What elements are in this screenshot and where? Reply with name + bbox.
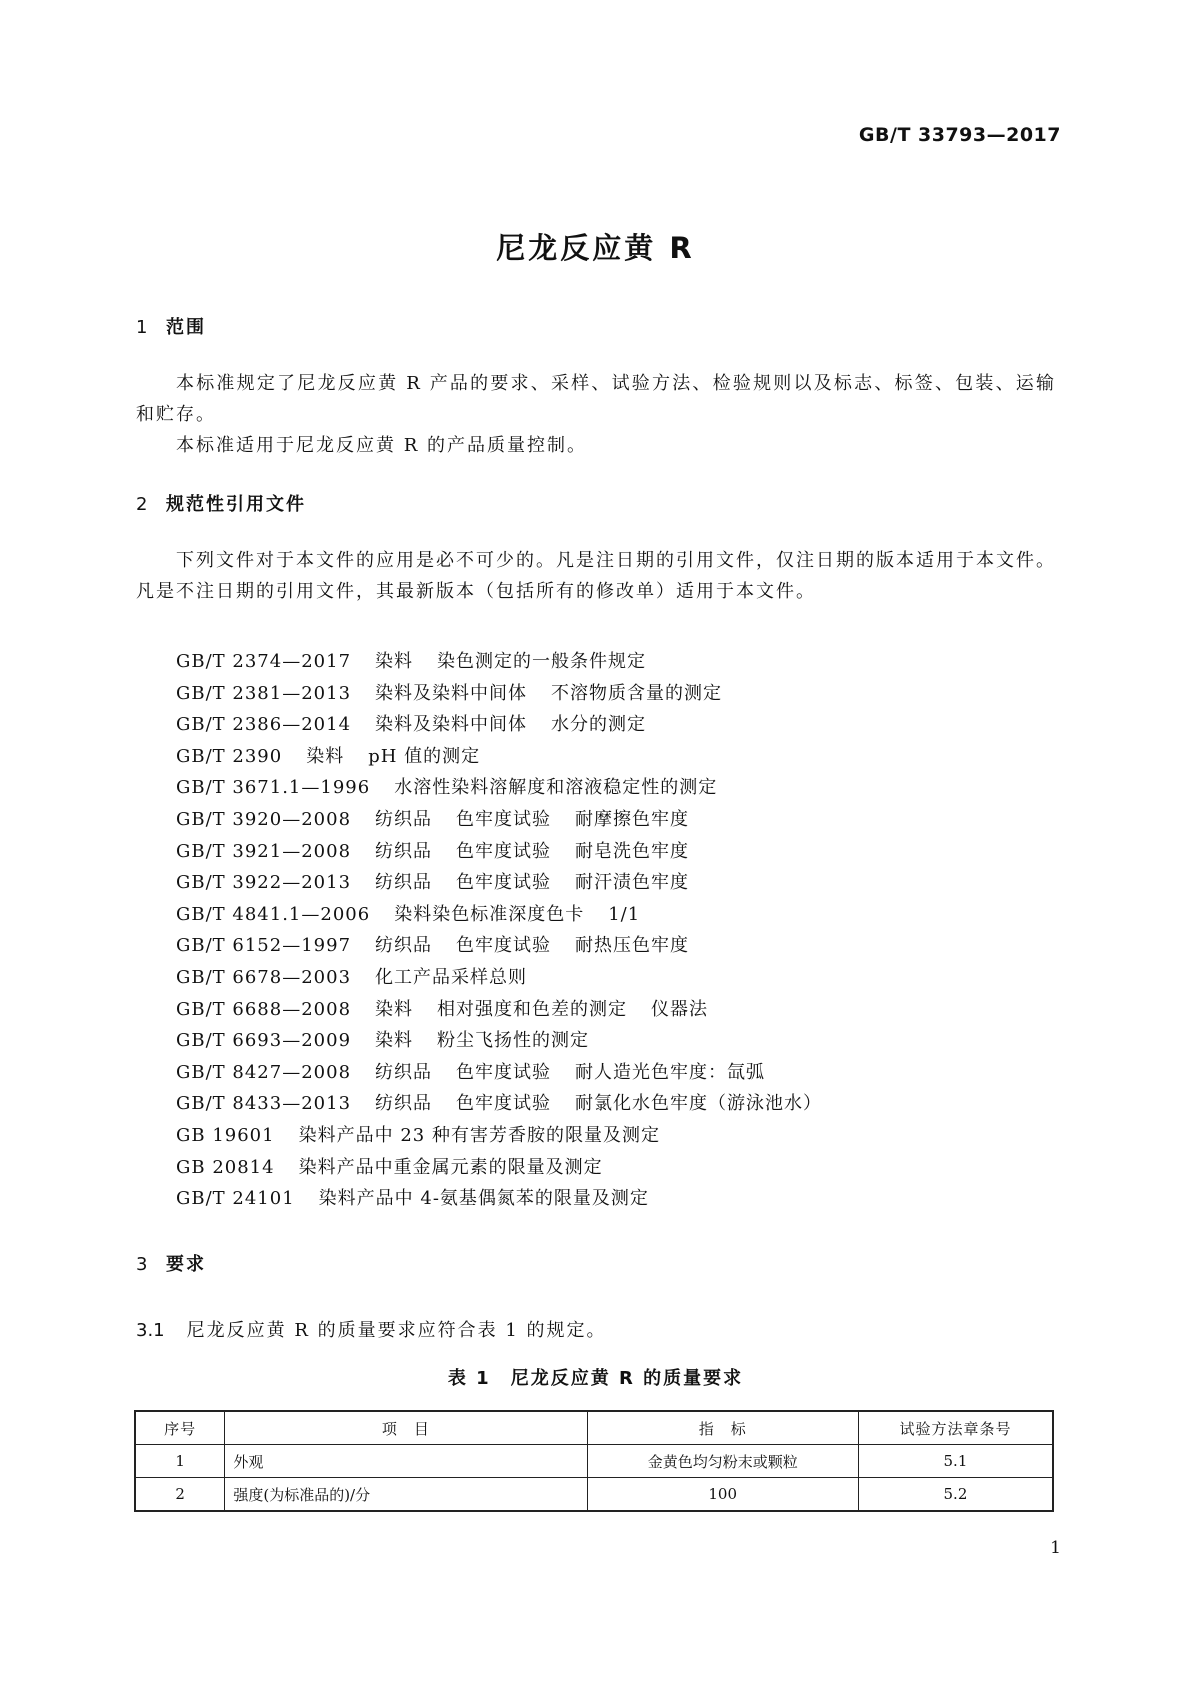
- reference-part: 染料及染料中间体: [375, 682, 528, 704]
- reference-item: [176, 1089, 846, 1121]
- reference-code: GB/T 6688—2008: [176, 998, 352, 1020]
- section-2-number: 2: [136, 494, 150, 515]
- reference-part: 纺织品: [375, 840, 433, 862]
- section-1-title: 范围: [166, 317, 206, 338]
- quality-requirements-table: [134, 1410, 1054, 1512]
- reference-code: GB/T 3671.1—1996: [176, 777, 371, 799]
- table-row: [135, 1478, 1053, 1512]
- reference-part: 染料: [306, 745, 345, 767]
- reference-part: 染料染色标准深度色卡: [394, 903, 585, 925]
- cell-index: 100: [587, 1478, 858, 1512]
- reference-part: 化工产品采样总则: [375, 966, 528, 988]
- cell-index: 金黄色均匀粉末或颗粒: [587, 1445, 858, 1478]
- clause-text: 尼龙反应黄 R 的质量要求应符合表 1 的规定。: [186, 1320, 607, 1341]
- section-1-paragraph-1: 本标准规定了尼龙反应黄 R 产品的要求、采样、试验方法、检验规则以及标志、标签、包装、运输和贮存。: [136, 373, 1056, 425]
- document-title: 尼龙反应黄 R: [496, 231, 695, 265]
- section-2-heading: [136, 490, 306, 516]
- reference-item: [176, 837, 846, 869]
- reference-code: GB/T 3920—2008: [176, 808, 352, 830]
- reference-part: 耐汗渍色牢度: [575, 872, 690, 894]
- header-standard-code: GB/T 33793—2017: [858, 124, 1061, 146]
- reference-code: GB/T 24101: [176, 1188, 295, 1210]
- reference-code: GB/T 3922—2013: [176, 872, 352, 894]
- reference-item: [176, 900, 846, 932]
- reference-code: GB/T 6152—1997: [176, 935, 352, 957]
- clause-3-1: [136, 1316, 607, 1342]
- reference-code: GB/T 2374—2017: [176, 651, 352, 672]
- reference-code: GB/T 3921—2008: [176, 840, 352, 862]
- reference-code: GB/T 8433—2013: [176, 1093, 352, 1115]
- reference-part: 染料及染料中间体: [375, 714, 528, 736]
- reference-part: 色牢度试验: [456, 1093, 552, 1115]
- reference-part: 色牢度试验: [456, 1061, 552, 1083]
- cell-method: 5.1: [858, 1445, 1053, 1478]
- reference-item: [176, 710, 846, 742]
- column-header-index: 指 标: [587, 1411, 858, 1445]
- reference-part: 纺织品: [375, 872, 433, 894]
- section-2-title: 规范性引用文件: [166, 494, 306, 515]
- section-3-heading: [136, 1250, 206, 1276]
- reference-part: 纺织品: [375, 1093, 433, 1115]
- reference-item: [176, 742, 846, 774]
- reference-part: 纺织品: [375, 935, 433, 957]
- cell-no: 2: [135, 1478, 225, 1512]
- column-header-item: 项 目: [225, 1411, 587, 1445]
- reference-part: 色牢度试验: [456, 872, 552, 894]
- reference-item: [176, 805, 846, 837]
- reference-item: [176, 931, 846, 963]
- reference-part: 染料产品中 4-氨基偶氮苯的限量及测定: [318, 1188, 649, 1210]
- section-1-number: 1: [136, 317, 150, 338]
- reference-code: GB/T 6678—2003: [176, 966, 352, 988]
- reference-part: 色牢度试验: [456, 840, 552, 862]
- reference-part: 纺织品: [375, 808, 433, 830]
- reference-list: [176, 647, 846, 1216]
- reference-part: 纺织品: [375, 1061, 433, 1083]
- reference-part: 染色测定的一般条件规定: [437, 651, 647, 672]
- column-header-no: 序号: [135, 1411, 225, 1445]
- reference-part: 水溶性染料溶解度和溶液稳定性的测定: [394, 777, 718, 799]
- section-3-number: 3: [136, 1254, 150, 1275]
- reference-part: 1/1: [608, 903, 641, 925]
- reference-part: 粉尘飞扬性的测定: [437, 1030, 590, 1052]
- reference-part: 耐摩擦色牢度: [575, 808, 690, 830]
- section-2-intro: 下列文件对于本文件的应用是必不可少的。凡是注日期的引用文件，仅注日期的版本适用于本文件。凡是不注日期的引用文件，其最新版本（包括所有的修改单）适用于本文件。: [136, 550, 1056, 602]
- reference-part: 耐人造光色牢度：氙弧: [575, 1061, 766, 1083]
- reference-item: [176, 1153, 846, 1185]
- table-1-caption: 表 1 尼龙反应黄 R 的质量要求: [447, 1368, 744, 1389]
- cell-method: 5.2: [858, 1478, 1053, 1512]
- reference-part: 仪器法: [651, 998, 709, 1020]
- reference-code: GB 19601: [176, 1124, 275, 1146]
- reference-part: 染料: [375, 1030, 414, 1052]
- page-number: 1: [1050, 1538, 1061, 1558]
- reference-code: GB/T 8427—2008: [176, 1061, 352, 1083]
- reference-code: GB/T 2386—2014: [176, 714, 352, 736]
- reference-part: 耐热压色牢度: [575, 935, 690, 957]
- reference-code: GB/T 4841.1—2006: [176, 903, 371, 925]
- reference-part: 色牢度试验: [456, 935, 552, 957]
- column-header-method: 试验方法章条号: [858, 1411, 1053, 1445]
- table-header-row: [135, 1411, 1053, 1445]
- cell-item: 强度(为标准品的)/分: [225, 1478, 587, 1512]
- reference-item: [176, 1026, 846, 1058]
- reference-code: GB/T 2390: [176, 745, 283, 767]
- section-3-title: 要求: [166, 1254, 206, 1275]
- reference-code: GB 20814: [176, 1156, 275, 1178]
- clause-number: 3.1: [136, 1320, 165, 1341]
- section-1-heading: [136, 313, 206, 339]
- reference-part: 不溶物质含量的测定: [551, 682, 723, 704]
- reference-part: 耐氯化水色牢度（游泳池水）: [575, 1093, 823, 1115]
- reference-item: [176, 773, 846, 805]
- reference-item: [176, 647, 846, 679]
- cell-item: 外观: [225, 1445, 587, 1478]
- reference-item: [176, 1121, 846, 1153]
- table-row: [135, 1445, 1053, 1478]
- reference-part: 水分的测定: [551, 714, 647, 736]
- reference-item: [176, 679, 846, 711]
- reference-item: [176, 963, 846, 995]
- cell-no: 1: [135, 1445, 225, 1478]
- reference-part: 相对强度和色差的测定: [437, 998, 628, 1020]
- reference-item: [176, 868, 846, 900]
- reference-part: 染料: [375, 651, 414, 672]
- reference-item: [176, 995, 846, 1027]
- reference-part: 染料产品中 23 种有害芳香胺的限量及测定: [298, 1124, 660, 1146]
- reference-part: 染料: [375, 998, 414, 1020]
- reference-code: GB/T 2381—2013: [176, 682, 352, 704]
- reference-part: 耐皂洗色牢度: [575, 840, 690, 862]
- section-1-paragraph-2: 本标准适用于尼龙反应黄 R 的产品质量控制。: [176, 435, 587, 456]
- reference-part: 色牢度试验: [456, 808, 552, 830]
- reference-part: pH 值的测定: [368, 745, 481, 767]
- reference-code: GB/T 6693—2009: [176, 1030, 352, 1052]
- reference-item: [176, 1058, 846, 1090]
- reference-part: 染料产品中重金属元素的限量及测定: [298, 1156, 603, 1178]
- reference-item: [176, 1184, 846, 1216]
